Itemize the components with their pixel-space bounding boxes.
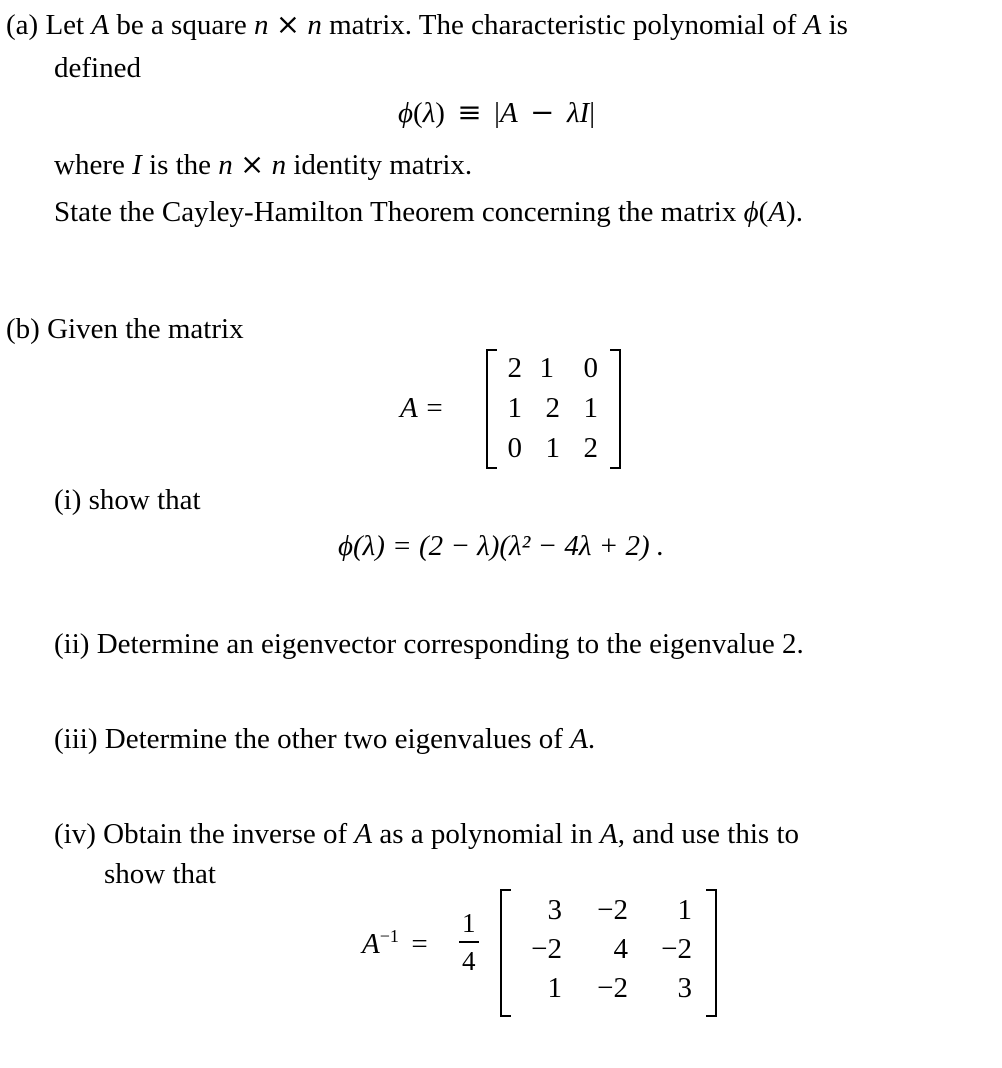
part-b-iv-line: (iv) Obtain the inverse of A as a polynomial in A, and use this to bbox=[54, 818, 800, 850]
matrix-inverse-cell: 1 bbox=[547, 972, 562, 1004]
matrix-a-cell: 0 bbox=[507, 432, 522, 464]
part-a-state-line: State the Cayley-Hamilton Theorem concerning the matrix ϕ(A). bbox=[54, 196, 803, 228]
matrix-a-cell: 1 bbox=[583, 392, 598, 424]
part-b-iii-line: (iii) Determine the other two eigenvalues of A. bbox=[54, 723, 596, 755]
matrix-a-cell: 1 bbox=[545, 432, 560, 464]
part-b-iv-label: (iv) bbox=[54, 818, 96, 850]
part-b-ii-line: (ii) Determine an eigenvector corresponding to the eigenvalue 2. bbox=[54, 628, 804, 660]
fraction-numerator: 1 bbox=[462, 908, 476, 938]
part-b-iv-line-2: show that bbox=[104, 858, 216, 890]
inverse-lhs: $A^{-1}$ = bbox=[362, 925, 428, 960]
part-b-iii-label: (iii) bbox=[54, 723, 98, 755]
matrix-a-cell: 1 bbox=[539, 352, 554, 384]
part-b-label: (b) bbox=[6, 313, 40, 345]
part-a-line-1: (a) Let A be a square n × n matrix. The characteristic polynomial of A is bbox=[6, 7, 848, 41]
matrix-inverse-cell: −2 bbox=[597, 972, 628, 1004]
matrix-a-cell: 1 bbox=[507, 392, 522, 424]
matrix-a-lhs: A = bbox=[400, 392, 445, 424]
fraction-denominator: 4 bbox=[462, 946, 476, 976]
part-a-line-2: defined bbox=[54, 52, 141, 84]
matrix-inverse-cell: −2 bbox=[531, 933, 562, 965]
matrix-a-cell: 2 bbox=[507, 352, 522, 384]
matrix-a-cell: 2 bbox=[545, 392, 560, 424]
fraction-bar bbox=[459, 941, 479, 943]
matrix-inverse-cell: 3 bbox=[547, 894, 562, 926]
part-a-where-line: where I is the n × n identity matrix. bbox=[54, 147, 473, 181]
characteristic-polynomial-definition: ϕ(λ) ≡ |A − λI| bbox=[398, 95, 595, 129]
matrix-inverse-cell: 3 bbox=[677, 972, 692, 1004]
matrix-inverse-cell: −2 bbox=[661, 933, 692, 965]
part-b-ii-label: (ii) bbox=[54, 628, 90, 660]
matrix-a-right-bracket bbox=[610, 349, 621, 469]
matrix-a-cell: 0 bbox=[583, 352, 598, 384]
matrix-inverse-right-bracket bbox=[706, 889, 717, 1017]
matrix-inverse-left-bracket bbox=[500, 889, 511, 1017]
matrix-inverse-cell: −2 bbox=[597, 894, 628, 926]
characteristic-polynomial-result: ϕ(λ) = (2 − λ)(λ² − 4λ + 2) . bbox=[338, 530, 665, 562]
part-b-i-label: (i) bbox=[54, 484, 82, 516]
matrix-inverse-cell: 4 bbox=[613, 933, 628, 965]
matrix-inverse-cell: 1 bbox=[677, 894, 692, 926]
part-b-i-line: (i) show that bbox=[54, 484, 201, 516]
matrix-a-cell: 2 bbox=[583, 432, 598, 464]
part-b-line: (b) Given the matrix bbox=[6, 313, 244, 345]
part-a-label: (a) bbox=[6, 9, 39, 41]
